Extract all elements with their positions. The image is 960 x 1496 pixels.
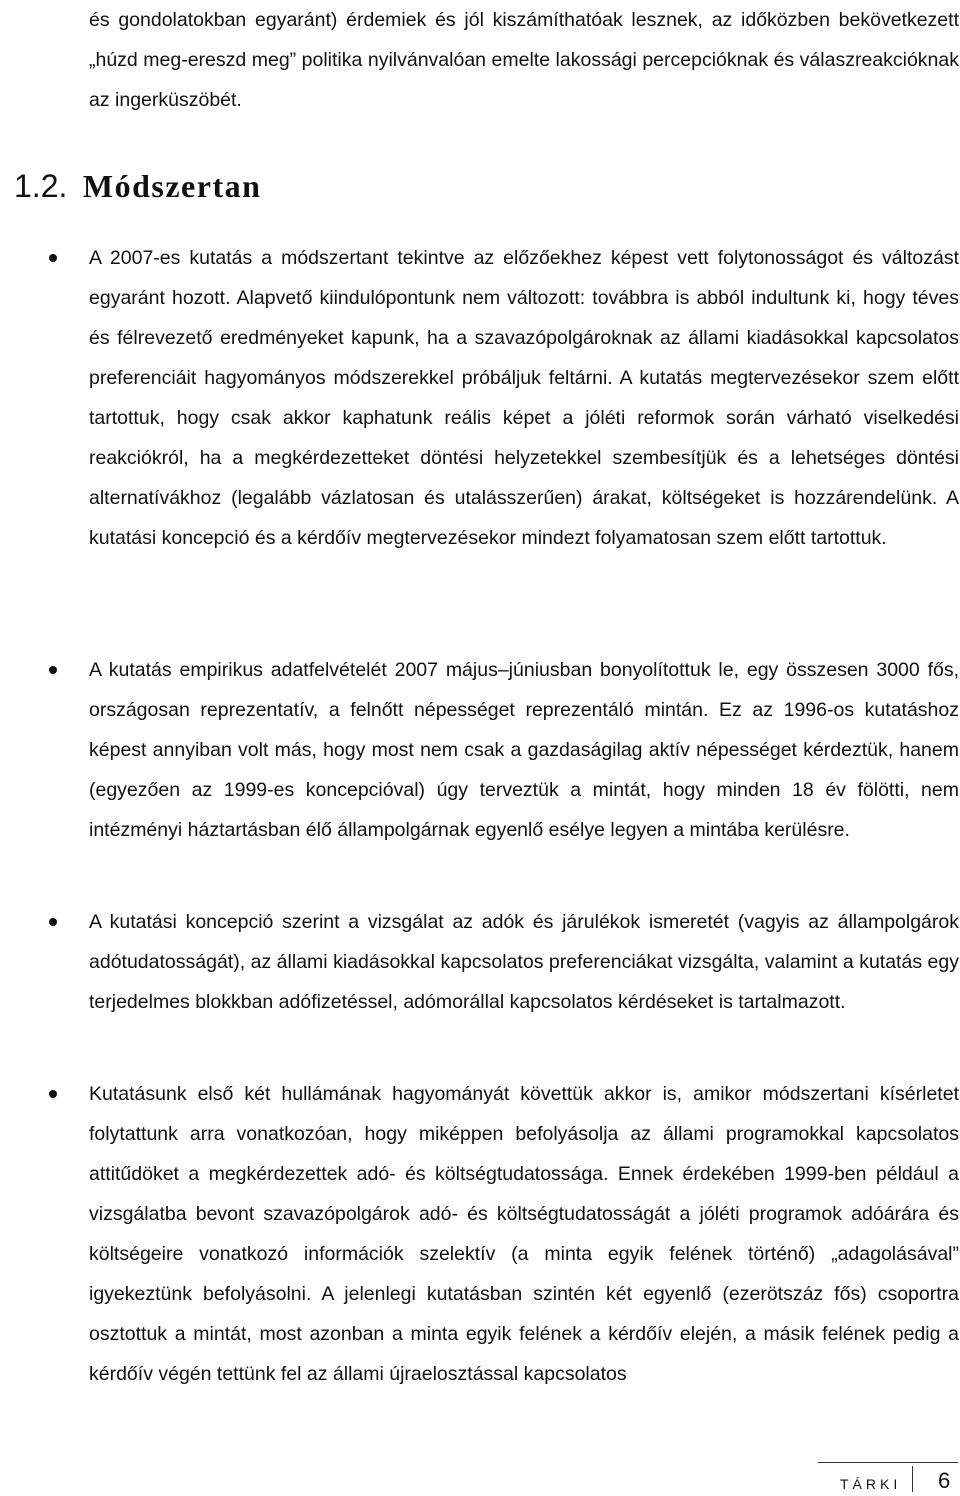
intro-paragraph: és gondolatokban egyaránt) érdemiek és jól kiszámíthatóak lesznek, az időközben bekövetkezett „húzd meg-ereszd meg” politika nyilvánvalóan emelte lakossági percepcióknak és válaszreakcióknak az ingerküszöbét. xyxy=(89,9,959,111)
page-number: 6 xyxy=(938,1468,951,1493)
list-item-text: Kutatásunk első két hullámának hagyományát követtük akkor is, amikor módszertani kísérletet folytattunk arra vonatkozóan, hogy miképpen befolyásolja az állami programokkal kapcsolatos attitűdöket a megkérdezettek adó- és költségtudatossága. Ennek érdekében 1999-ben például a vizsgálatba bevont szavazópolgárok adó- és költségtudatosságát a jóléti programok adóárára és költségeire vonatkozó információk szelektív (a minta egyik felének történő) „adagolásával” igyekeztünk befolyásolni. A jelenlegi kutatásban szintén két egyenlő (ezerötszáz fős) csoportra osztottuk a mintát, most azonban a minta egyik felének a kérdőív elején, a másik felének pedig a kérdőív végén tettünk fel az állami újraelosztással kapcsolatos xyxy=(89,1083,959,1385)
bullet-icon xyxy=(49,918,57,926)
section-title: Módszertan xyxy=(82,168,262,204)
bullet-icon xyxy=(49,666,57,674)
list-item-text: A kutatási koncepció szerint a vizsgálat az adók és járulékok ismeretét (vagyis az állampolgárok adótudatosságát), az állami kiadásokkal kapcsolatos preferenciákat vizsgálta, valamint a kutatás egy terjedelmes blokkban adófizetéssel, adómorállal kapcsolatos kérdéseket is tartalmazott. xyxy=(89,911,959,1013)
footer-separator xyxy=(912,1466,913,1492)
list-item-text: A 2007-es kutatás a módszertant tekintve az előzőekhez képest vett folytonosságot és változást egyaránt hozott. Alapvető kiindulópontunk nem változott: továbbra is abból indultunk ki, hogy téves és félrevezető eredményeket kapunk, ha a szavazópolgároknak az állami kiadásokkal kapcsolatos preferenciáit hagyományos módszerekkel próbáljuk feltárni. A kutatás megtervezésekor szem előtt tartottuk, hogy csak akkor kaphatunk reális képet a jóléti reformok során várható viselkedési reakciókról, ha a megkérdezetteket döntési helyzetekkel szembesítjük és a lehetséges döntési alternatívákhoz (legalább vázlatosan és utalásszerűen) árakat, költségeket is hozzárendelünk. A kutatási koncepció és a kérdőív megtervezésekor mindezt folyamatosan szem előtt tartottuk. xyxy=(89,247,959,549)
list-item-text: A kutatás empirikus adatfelvételét 2007 május–júniusban bonyolítottuk le, egy összesen 3000 fős, országosan reprezentatív, a felnőtt népességet reprezentáló mintán. Ez az 1996-os kutatáshoz képest annyiban volt más, hogy most nem csak a gazdaságilag aktív népességet kérdeztük, hanem (egyezően az 1999-es koncepcióval) úgy terveztük a mintát, hogy minden 18 év fölötti, nem intézményi háztartásban élő állampolgárnak egyenlő esélye legyen a mintába kerülésre. xyxy=(89,659,959,841)
section-number: 1.2. xyxy=(14,168,68,204)
bullet-icon xyxy=(49,254,57,262)
section-heading xyxy=(14,168,261,205)
footer-rule xyxy=(818,1462,958,1463)
footer-brand: TÁRKI xyxy=(840,1476,902,1492)
bullet-icon xyxy=(49,1090,57,1098)
